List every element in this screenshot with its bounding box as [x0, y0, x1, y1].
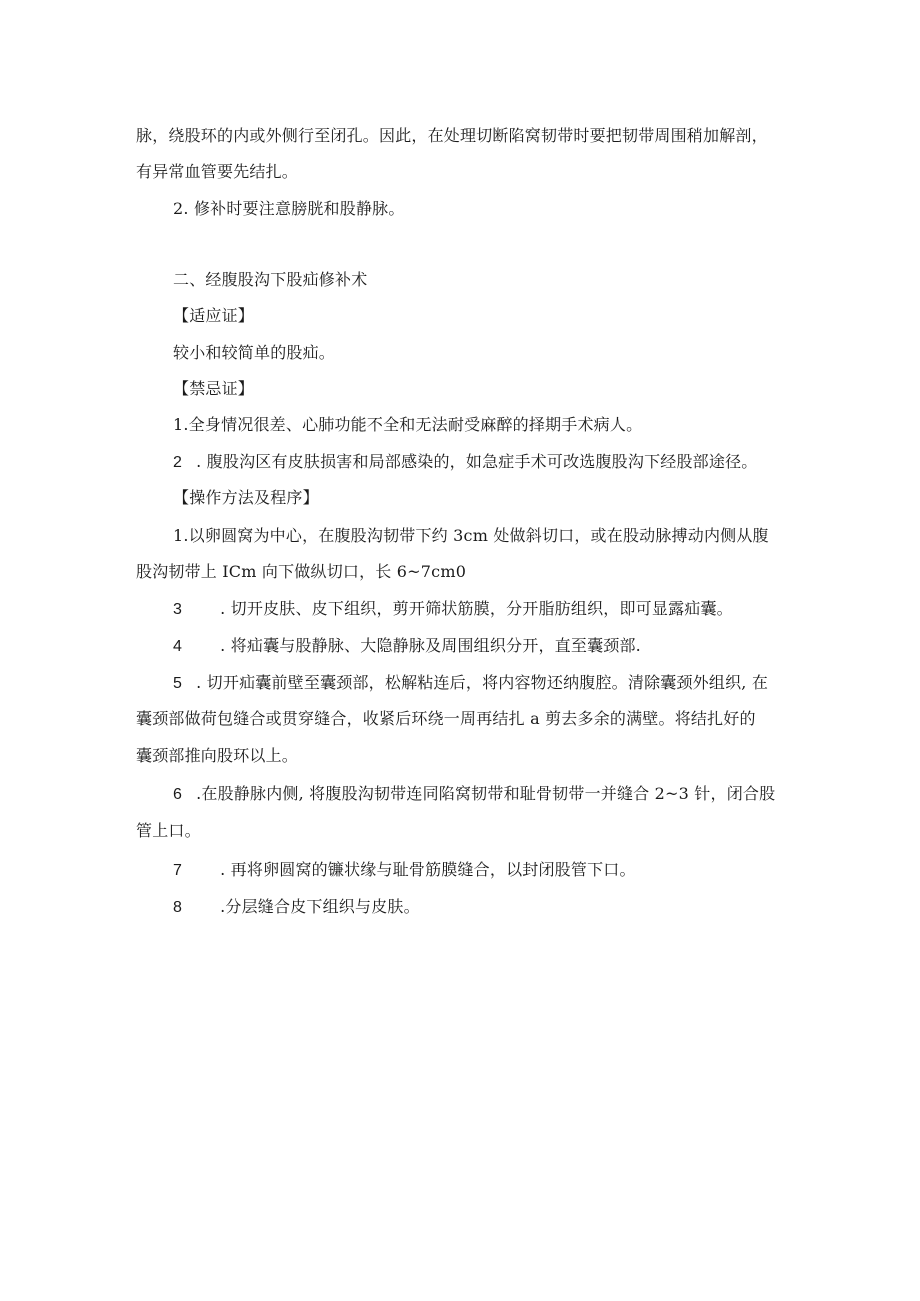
step-number: 8: [173, 899, 183, 916]
item-text: . 腹股沟区有皮肤损害和局部感染的，如急症手术可改选腹股沟下经股部途径。: [196, 452, 758, 471]
procedure-step-5-line-3: 囊颈部推向股环以上。: [136, 746, 299, 765]
procedure-step-5-line-1: [173, 673, 768, 694]
procedure-heading: 【操作方法及程序】: [173, 488, 319, 507]
step-text: .在股静脉内侧, 将腹股沟韧带连同陷窝韧带和耻骨韧带一并缝合 2~3 针，闭合股: [196, 784, 776, 803]
procedure-step-5-line-2: 囊颈部做荷包缝合或贯穿缝合，收紧后环绕一周再结扎 a 剪去多余的满壁。将结扎好的: [136, 709, 756, 728]
section-title: 二、经腹股沟下股疝修补术: [173, 270, 368, 289]
contraindication-item-2: [173, 452, 757, 473]
step-number: 6: [173, 786, 183, 803]
note-2: 2. 修补时要注意膀胱和股静脉。: [173, 199, 405, 218]
procedure-step-6-line-1: [173, 784, 775, 805]
step-number: 3: [173, 601, 183, 618]
step-text: . 再将卵圆窝的镰状缘与耻骨筋膜缝合，以封闭股管下口。: [220, 860, 636, 879]
indications-heading: 【适应证】: [173, 306, 255, 325]
continuation-line-1: 脉，绕股环的内或外侧行至闭孔。因此，在处理切断陷窝韧带时要把韧带周围稍加解剖，: [136, 126, 768, 145]
procedure-step-8: [173, 897, 420, 918]
step-text: . 切开疝囊前壁至囊颈部，松解粘连后，将内容物还纳腹腔。清除囊颈外组织, 在: [196, 673, 769, 692]
contraindications-heading: 【禁忌证】: [173, 379, 255, 398]
procedure-step-1-line-1: 1.以卵圆窝为中心，在腹股沟韧带下约 3cm 处做斜切口，或在股动脉搏动内侧从腹: [173, 526, 769, 545]
item-number: 2: [173, 454, 183, 471]
step-text: . 将疝囊与股静脉、大隐静脉及周围组织分开，直至囊颈部.: [220, 636, 641, 655]
step-number: 4: [173, 638, 183, 655]
continuation-line-2: 有异常血管要先结扎。: [136, 162, 299, 181]
contraindication-item-1: 1.全身情况很差、心肺功能不全和无法耐受麻醉的择期手术病人。: [173, 415, 643, 434]
procedure-step-4: [173, 636, 641, 657]
indications-text: 较小和较简单的股疝。: [173, 343, 336, 362]
procedure-step-6-line-2: 管上口。: [136, 821, 201, 840]
step-number: 5: [173, 675, 183, 692]
procedure-step-3: [173, 599, 733, 620]
step-text: .分层缝合皮下组织与皮肤。: [220, 897, 420, 916]
step-number: 7: [173, 862, 183, 879]
procedure-step-1-line-2: 股沟韧带上 ICm 向下做纵切口，长 6~7cm0: [136, 562, 467, 581]
step-text: . 切开皮肤、皮下组织，剪开筛状筋膜，分开脂肪组织，即可显露疝囊。: [220, 599, 733, 618]
procedure-step-7: [173, 860, 636, 881]
